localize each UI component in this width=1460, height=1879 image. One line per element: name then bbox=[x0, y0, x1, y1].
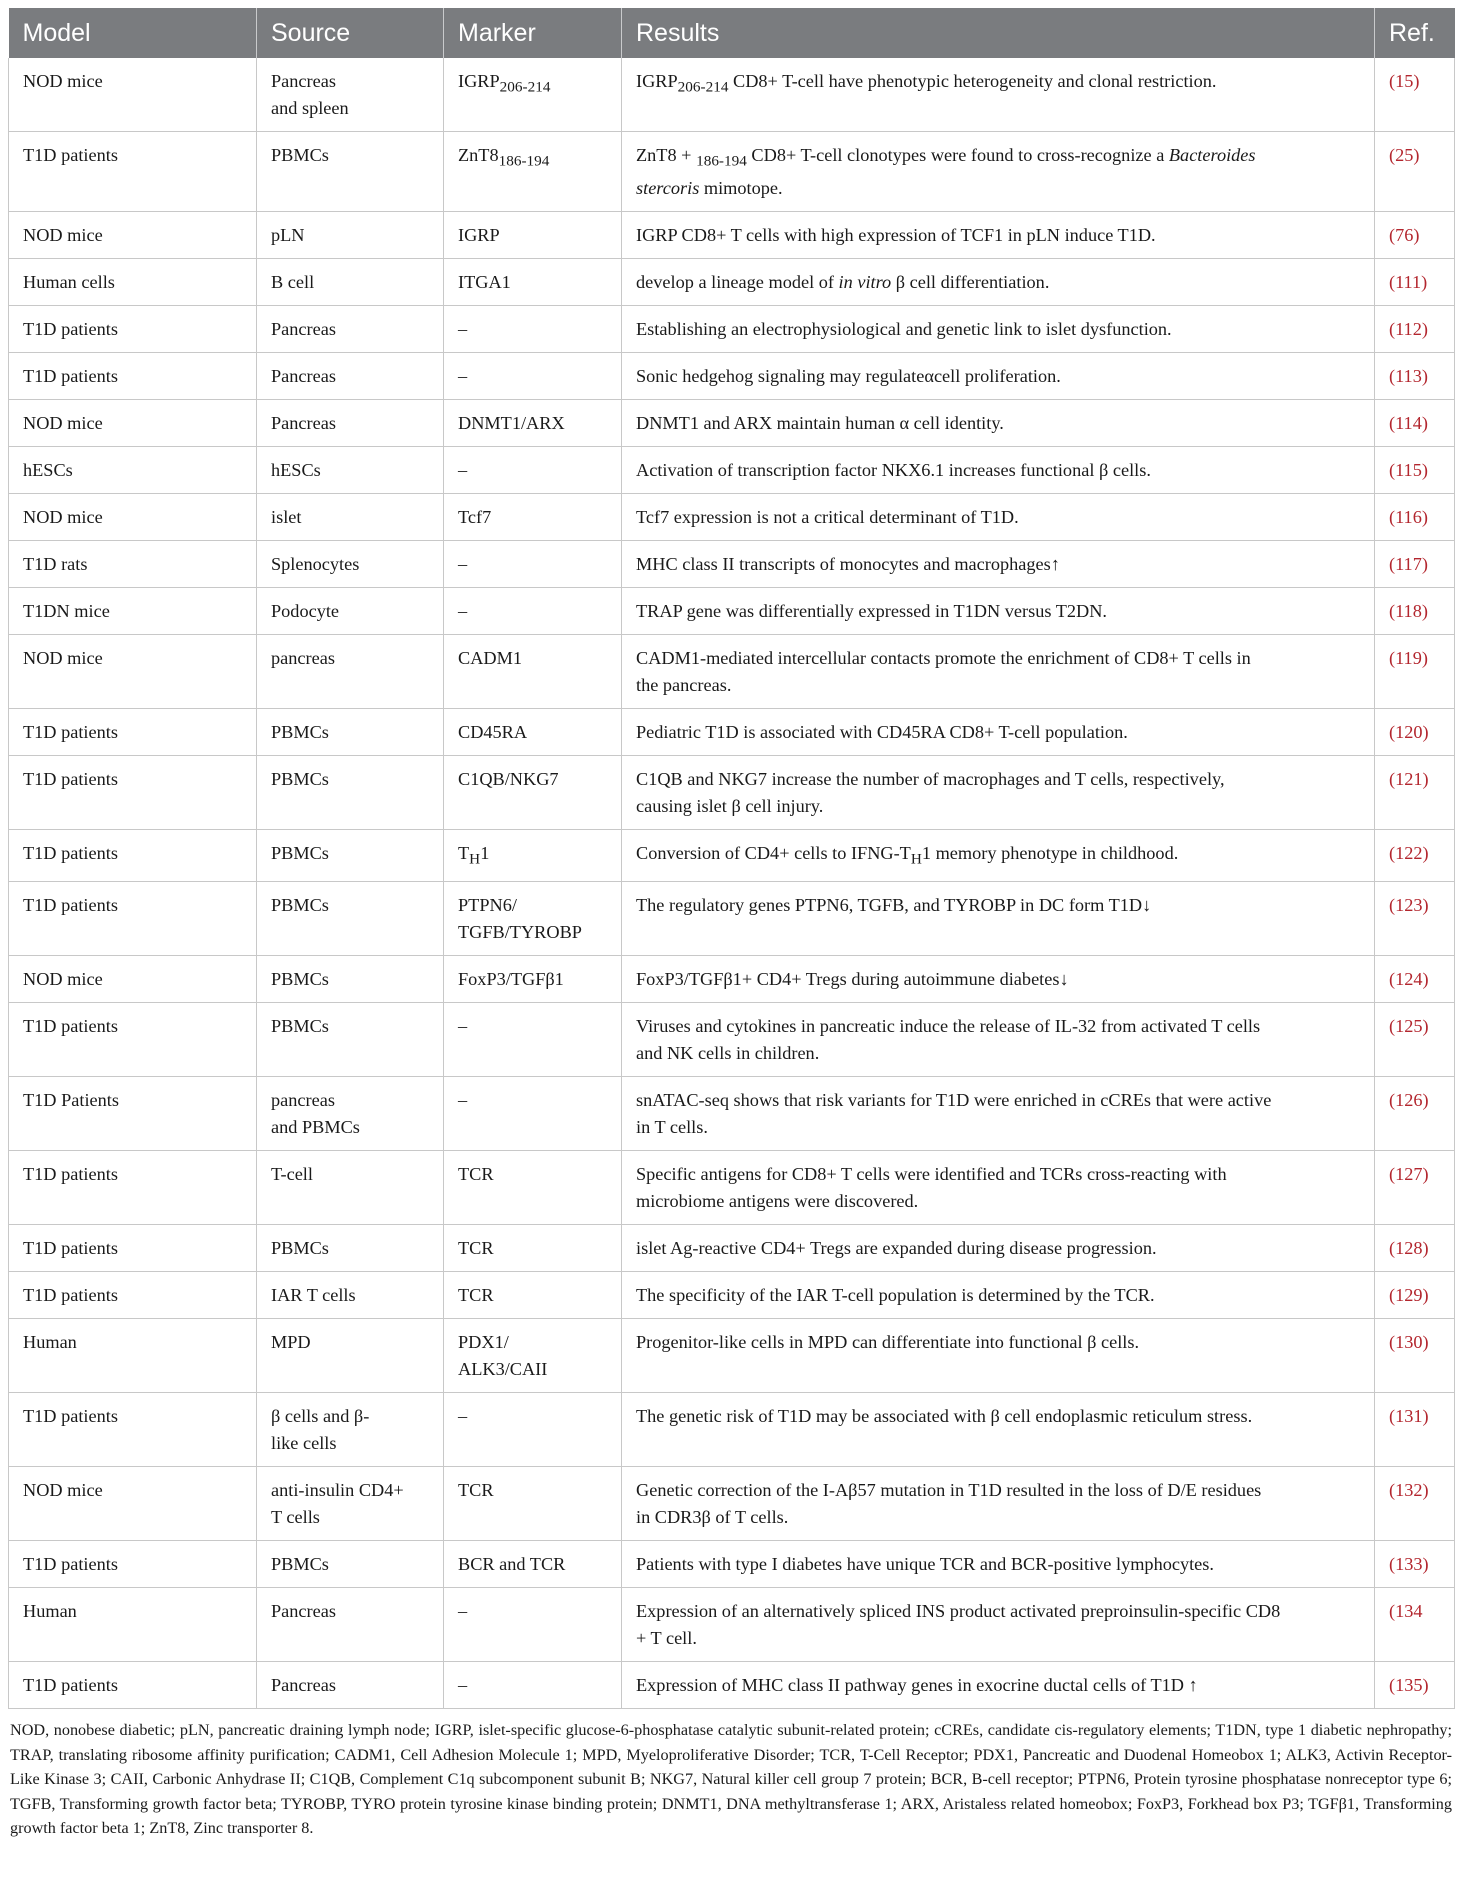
cell-source: pancreas and PBMCs bbox=[257, 1077, 444, 1151]
cell-source: PBMCs bbox=[257, 755, 444, 829]
cell-source: islet bbox=[257, 493, 444, 540]
cell-source: pancreas bbox=[257, 634, 444, 708]
cell-model: T1D patients bbox=[9, 352, 257, 399]
header-model: Model bbox=[9, 8, 257, 58]
table-row bbox=[9, 446, 1455, 493]
cell-results: Establishing an electrophysiological and genetic link to islet dysfunction. bbox=[622, 305, 1375, 352]
cell-source: Splenocytes bbox=[257, 540, 444, 587]
cell-results: The genetic risk of T1D may be associated with β cell endoplasmic reticulum stress. bbox=[622, 1393, 1375, 1467]
cell-marker: PTPN6/ TGFB/TYROBP bbox=[444, 882, 622, 956]
cell-model: NOD mice bbox=[9, 1467, 257, 1541]
cell-results: Activation of transcription factor NKX6.1 increases functional β cells. bbox=[622, 446, 1375, 493]
cell-model: T1DN mice bbox=[9, 587, 257, 634]
cell-marker: – bbox=[444, 1588, 622, 1662]
cell-ref[interactable]: (126) bbox=[1375, 1077, 1455, 1151]
cell-model: NOD mice bbox=[9, 493, 257, 540]
cell-marker: CADM1 bbox=[444, 634, 622, 708]
cell-results: snATAC-seq shows that risk variants for T1D were enriched in cCREs that were active in T cells. bbox=[622, 1077, 1375, 1151]
cell-ref[interactable]: (113) bbox=[1375, 352, 1455, 399]
cell-source: PBMCs bbox=[257, 956, 444, 1003]
cell-marker: – bbox=[444, 305, 622, 352]
cell-results: IGRP CD8+ T cells with high expression of TCF1 in pLN induce T1D. bbox=[622, 211, 1375, 258]
header-ref: Ref. bbox=[1375, 8, 1455, 58]
cell-ref[interactable]: (115) bbox=[1375, 446, 1455, 493]
table-row bbox=[9, 258, 1455, 305]
cell-ref[interactable]: (118) bbox=[1375, 587, 1455, 634]
cell-marker: $T_H1$ bbox=[444, 829, 622, 882]
table-row bbox=[9, 587, 1455, 634]
cell-results: $IGRP_{206-214}$ CD8+ T-cell have phenotypic heterogeneity and clonal restriction. bbox=[622, 58, 1375, 132]
cell-marker: $ZnT8_{186-194}$ bbox=[444, 132, 622, 212]
cell-ref[interactable]: (132) bbox=[1375, 1467, 1455, 1541]
cell-source: PBMCs bbox=[257, 708, 444, 755]
table-row bbox=[9, 1319, 1455, 1393]
table-row bbox=[9, 1003, 1455, 1077]
table-footnote: NOD, nonobese diabetic; pLN, pancreatic draining lymph node; IGRP, islet-specific glucose-6-phosphatase catalytic subunit-related protein; cCREs, candidate cis-regulatory elements; T1DN, type 1 diabetic nephropathy; TRAP, translating ribosome affinity purification; CADM1, Cell Adhesion Molecule 1; MPD, Myeloproliferative Disorder; TCR, T-Cell Receptor; PDX1, Pancreatic and Duodenal Homeobox 1; ALK3, Activin Receptor-Like Kinase 3; CAII, Carbonic Anhydrase II; C1QB, Complement C1q subcomponent subunit B; NKG7, Natural killer cell group 7 protein; BCR, B-cell receptor; PTPN6, Protein tyrosine phosphatase nonreceptor type 6; TGFB, Transforming growth factor beta; TYROBP, TYRO protein tyrosine kinase binding protein; DNMT1, DNA methyltransferase 1; ARX, Aristaless related homeobox; FoxP3, Forkhead box P3; TGFβ1, Transforming growth factor beta 1; ZnT8, Zinc transporter 8. bbox=[10, 1721, 1452, 1838]
cell-source: β cells and β- like cells bbox=[257, 1393, 444, 1467]
cell-source: pLN bbox=[257, 211, 444, 258]
cell-source: Podocyte bbox=[257, 587, 444, 634]
cell-marker: CD45RA bbox=[444, 708, 622, 755]
cell-source: Pancreas bbox=[257, 305, 444, 352]
cell-marker: – bbox=[444, 446, 622, 493]
cell-results: The specificity of the IAR T-cell population is determined by the TCR. bbox=[622, 1272, 1375, 1319]
cell-model: T1D patients bbox=[9, 708, 257, 755]
cell-source: MPD bbox=[257, 1319, 444, 1393]
cell-model: NOD mice bbox=[9, 956, 257, 1003]
cell-model: NOD mice bbox=[9, 211, 257, 258]
table-row bbox=[9, 755, 1455, 829]
cell-model: T1D patients bbox=[9, 1393, 257, 1467]
cell-ref[interactable]: (120) bbox=[1375, 708, 1455, 755]
cell-marker: Tcf7 bbox=[444, 493, 622, 540]
cell-model: Human bbox=[9, 1319, 257, 1393]
cell-source: anti-insulin CD4+ T cells bbox=[257, 1467, 444, 1541]
table-row bbox=[9, 493, 1455, 540]
cell-marker: – bbox=[444, 352, 622, 399]
cell-source: PBMCs bbox=[257, 829, 444, 882]
cell-model: T1D patients bbox=[9, 1003, 257, 1077]
cell-results: islet Ag-reactive CD4+ Tregs are expanded during disease progression. bbox=[622, 1225, 1375, 1272]
cell-model: NOD mice bbox=[9, 634, 257, 708]
table-row bbox=[9, 1393, 1455, 1467]
cell-results: Expression of an alternatively spliced INS product activated preproinsulin-specific CD8 + T cell. bbox=[622, 1588, 1375, 1662]
cell-results: Viruses and cytokines in pancreatic induce the release of IL-32 from activated T cells and NK cells in children. bbox=[622, 1003, 1375, 1077]
table-row bbox=[9, 882, 1455, 956]
cell-model: T1D patients bbox=[9, 882, 257, 956]
table-row bbox=[9, 1225, 1455, 1272]
cell-model: T1D rats bbox=[9, 540, 257, 587]
cell-results: develop a lineage model of in vitro β cell differentiation. bbox=[622, 258, 1375, 305]
cell-results: DNMT1 and ARX maintain human α cell identity. bbox=[622, 399, 1375, 446]
table-row bbox=[9, 305, 1455, 352]
cell-results: C1QB and NKG7 increase the number of macrophages and T cells, respectively, causing islet β cell injury. bbox=[622, 755, 1375, 829]
cell-ref[interactable]: (128) bbox=[1375, 1225, 1455, 1272]
table-header bbox=[9, 8, 1455, 58]
cell-ref[interactable]: (133) bbox=[1375, 1541, 1455, 1588]
cell-source: Pancreas bbox=[257, 399, 444, 446]
cell-results: ZnT8 + $_{186-194}$ CD8+ T-cell clonotypes were found to cross-recognize a Bacteroides stercoris mimotope. bbox=[622, 132, 1375, 212]
cell-ref[interactable]: (122) bbox=[1375, 829, 1455, 882]
cell-ref[interactable]: (121) bbox=[1375, 755, 1455, 829]
cell-ref[interactable]: (130) bbox=[1375, 1319, 1455, 1393]
cell-marker: BCR and TCR bbox=[444, 1541, 622, 1588]
cell-model: T1D patients bbox=[9, 1541, 257, 1588]
data-table bbox=[8, 8, 1455, 1709]
table-container bbox=[8, 8, 1454, 1841]
cell-marker: $IGRP_{206-214}$ bbox=[444, 58, 622, 132]
cell-results: Tcf7 expression is not a critical determinant of T1D. bbox=[622, 493, 1375, 540]
cell-results: Specific antigens for CD8+ T cells were identified and TCRs cross-reacting with microbiome antigens were discovered. bbox=[622, 1151, 1375, 1225]
cell-source: T-cell bbox=[257, 1151, 444, 1225]
cell-marker: TCR bbox=[444, 1467, 622, 1541]
cell-ref[interactable]: (76) bbox=[1375, 211, 1455, 258]
cell-model: Human bbox=[9, 1588, 257, 1662]
cell-ref[interactable]: (111) bbox=[1375, 258, 1455, 305]
cell-results: FoxP3/TGFβ1+ CD4+ Tregs during autoimmune diabetes↓ bbox=[622, 956, 1375, 1003]
cell-source: hESCs bbox=[257, 446, 444, 493]
cell-model: T1D patients bbox=[9, 132, 257, 212]
cell-ref[interactable]: (125) bbox=[1375, 1003, 1455, 1077]
cell-ref[interactable]: (134 bbox=[1375, 1588, 1455, 1662]
cell-marker: C1QB/NKG7 bbox=[444, 755, 622, 829]
header-marker: Marker bbox=[444, 8, 622, 58]
cell-source: PBMCs bbox=[257, 1225, 444, 1272]
cell-source: PBMCs bbox=[257, 1003, 444, 1077]
cell-ref[interactable]: (124) bbox=[1375, 956, 1455, 1003]
cell-source: PBMCs bbox=[257, 1541, 444, 1588]
header-source: Source bbox=[257, 8, 444, 58]
cell-model: Human cells bbox=[9, 258, 257, 305]
cell-results: CADM1-mediated intercellular contacts promote the enrichment of CD8+ T cells in the pancreas. bbox=[622, 634, 1375, 708]
cell-results: Patients with type I diabetes have unique TCR and BCR-positive lymphocytes. bbox=[622, 1541, 1375, 1588]
table-row bbox=[9, 1151, 1455, 1225]
cell-ref[interactable]: (129) bbox=[1375, 1272, 1455, 1319]
cell-source: B cell bbox=[257, 258, 444, 305]
cell-ref[interactable]: (135) bbox=[1375, 1662, 1455, 1709]
table-row bbox=[9, 132, 1455, 212]
table-row bbox=[9, 540, 1455, 587]
cell-results: Expression of MHC class II pathway genes in exocrine ductal cells of T1D ↑ bbox=[622, 1662, 1375, 1709]
cell-marker: PDX1/ ALK3/CAII bbox=[444, 1319, 622, 1393]
cell-ref[interactable]: (123) bbox=[1375, 882, 1455, 956]
table-row bbox=[9, 634, 1455, 708]
table-row bbox=[9, 58, 1455, 132]
cell-source: Pancreas bbox=[257, 1588, 444, 1662]
table-row bbox=[9, 1467, 1455, 1541]
cell-results: Progenitor-like cells in MPD can differentiate into functional β cells. bbox=[622, 1319, 1375, 1393]
cell-source: IAR T cells bbox=[257, 1272, 444, 1319]
cell-ref[interactable]: (116) bbox=[1375, 493, 1455, 540]
cell-results: The regulatory genes PTPN6, TGFB, and TYROBP in DC form T1D↓ bbox=[622, 882, 1375, 956]
table-body bbox=[9, 58, 1455, 1709]
table-row bbox=[9, 1272, 1455, 1319]
table-row bbox=[9, 1662, 1455, 1709]
cell-marker: TCR bbox=[444, 1272, 622, 1319]
cell-model: T1D patients bbox=[9, 1225, 257, 1272]
cell-marker: – bbox=[444, 587, 622, 634]
table-row bbox=[9, 352, 1455, 399]
cell-marker: TCR bbox=[444, 1225, 622, 1272]
table-row bbox=[9, 1077, 1455, 1151]
cell-results: Pediatric T1D is associated with CD45RA CD8+ T-cell population. bbox=[622, 708, 1375, 755]
cell-model: T1D patients bbox=[9, 755, 257, 829]
cell-model: T1D patients bbox=[9, 1662, 257, 1709]
cell-ref[interactable]: (127) bbox=[1375, 1151, 1455, 1225]
cell-results: Sonic hedgehog signaling may regulateαcell proliferation. bbox=[622, 352, 1375, 399]
cell-ref[interactable]: (112) bbox=[1375, 305, 1455, 352]
header-row bbox=[9, 8, 1455, 58]
cell-model: hESCs bbox=[9, 446, 257, 493]
header-results: Results bbox=[622, 8, 1375, 58]
cell-model: T1D patients bbox=[9, 1272, 257, 1319]
cell-marker: DNMT1/ARX bbox=[444, 399, 622, 446]
cell-source: PBMCs bbox=[257, 882, 444, 956]
cell-model: T1D patients bbox=[9, 305, 257, 352]
cell-ref[interactable]: (114) bbox=[1375, 399, 1455, 446]
cell-results: Genetic correction of the I-Aβ57 mutation in T1D resulted in the loss of D/E residues in CDR3β of T cells. bbox=[622, 1467, 1375, 1541]
table-row bbox=[9, 1541, 1455, 1588]
cell-ref[interactable]: (119) bbox=[1375, 634, 1455, 708]
cell-marker: IGRP bbox=[444, 211, 622, 258]
cell-ref[interactable]: (25) bbox=[1375, 132, 1455, 212]
cell-model: NOD mice bbox=[9, 399, 257, 446]
cell-results: Conversion of CD4+ cells to IFNG-$T_H1$ memory phenotype in childhood. bbox=[622, 829, 1375, 882]
cell-marker: – bbox=[444, 1662, 622, 1709]
table-row bbox=[9, 708, 1455, 755]
cell-model: T1D patients bbox=[9, 829, 257, 882]
cell-source: PBMCs bbox=[257, 132, 444, 212]
cell-marker: TCR bbox=[444, 1151, 622, 1225]
table-row bbox=[9, 399, 1455, 446]
cell-marker: – bbox=[444, 540, 622, 587]
cell-model: NOD mice bbox=[9, 58, 257, 132]
cell-ref[interactable]: (117) bbox=[1375, 540, 1455, 587]
table-row bbox=[9, 1588, 1455, 1662]
cell-marker: – bbox=[444, 1393, 622, 1467]
table-row bbox=[9, 211, 1455, 258]
cell-results: TRAP gene was differentially expressed in T1DN versus T2DN. bbox=[622, 587, 1375, 634]
table-row bbox=[9, 956, 1455, 1003]
cell-marker: – bbox=[444, 1077, 622, 1151]
cell-model: T1D patients bbox=[9, 1151, 257, 1225]
cell-ref[interactable]: (15) bbox=[1375, 58, 1455, 132]
cell-marker: – bbox=[444, 1003, 622, 1077]
cell-source: Pancreas bbox=[257, 1662, 444, 1709]
cell-marker: ITGA1 bbox=[444, 258, 622, 305]
cell-ref[interactable]: (131) bbox=[1375, 1393, 1455, 1467]
cell-model: T1D Patients bbox=[9, 1077, 257, 1151]
cell-source: Pancreas and spleen bbox=[257, 58, 444, 132]
cell-marker: FoxP3/TGFβ1 bbox=[444, 956, 622, 1003]
cell-results: MHC class II transcripts of monocytes and macrophages↑ bbox=[622, 540, 1375, 587]
cell-source: Pancreas bbox=[257, 352, 444, 399]
table-row bbox=[9, 829, 1455, 882]
